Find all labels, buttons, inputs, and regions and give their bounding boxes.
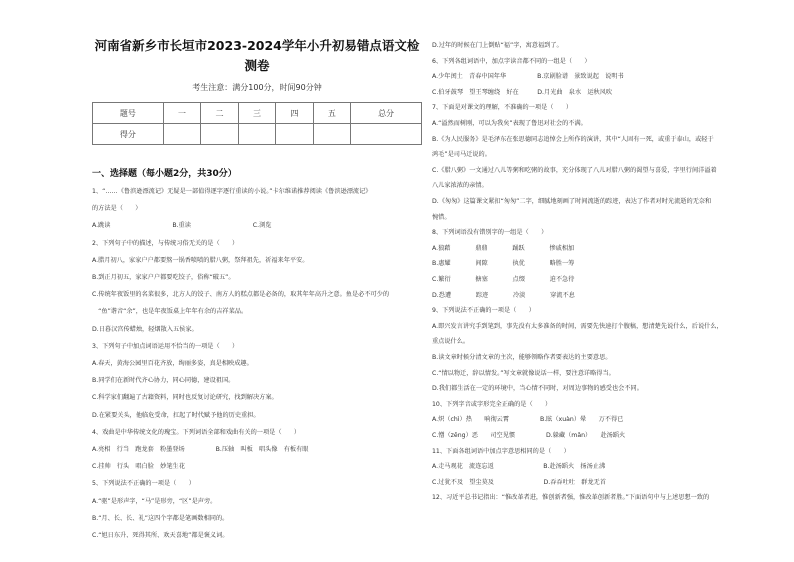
- question-line: D.过年的时候在门上倒贴“福”字，寓意福到了。: [432, 42, 563, 49]
- question-line: D.我们都生活在一定的环境中，当心情不同时，对周边事物的感受也会不同。: [432, 385, 643, 393]
- question-line: D.《匆匆》这篇课文紧扣“匆匆”二字，细腻地刻画了时间流逝的踪迹，表达了作者对时光流逝的无奈和: [432, 198, 712, 205]
- question-line: 7、下面是对课文的理解，不准确的一项是（ ）: [432, 104, 573, 112]
- question-line: A.“溢然而树刚，可以为我矣”表现了鲁迅对社会的不满。: [432, 120, 587, 127]
- score-table-header: 题号: [93, 103, 164, 124]
- question-line: A.少年闰土 青春中国年华 B.京剧脸谱 景致说起 说明书: [432, 73, 624, 81]
- question-line: “鱼”谐音“余”，也是年夜饭桌上年年有余的吉祥菜品。: [92, 308, 248, 316]
- score-table-header: 总分: [351, 103, 422, 124]
- question-line: 2、下列句子中的描述，与传统习俗无关的是（ ）: [92, 239, 239, 247]
- question-line: A.狼藉 鼎鼎 踊跃 惨戚相加: [432, 244, 575, 252]
- question-line: A.炽（chì）热 响彻云霄 B.眩（xuàn）晕 万不得已: [432, 416, 624, 424]
- question-line: C.“情以物迁，辞以情发。”写文章就像说话一样，要注意详略得当。: [432, 369, 615, 377]
- score-table-header: 二: [201, 103, 238, 124]
- question-line: B.惠耀 间隙 执优 略胜一筹: [432, 260, 575, 268]
- section-title: 一、选择题（每小题2分，共30分）: [92, 169, 237, 179]
- question-line: C.“旭日东升、死得其所、欢天喜地”都是褒义词。: [92, 532, 229, 539]
- question-line: C.《腊八粥》一文通过八儿等粥和吃粥的故事，充分体现了八儿对腊八粥的渴望与喜爱，字里行间洋溢着: [432, 166, 717, 174]
- exam-notice: 考生注意：满分100分，时间90分钟: [192, 83, 322, 92]
- score-row-label: 得分: [93, 124, 164, 145]
- score-table: [92, 102, 422, 145]
- question-line: B.《为人民服务》是毛泽东在张思德同志追悼会上所作的演讲，其中“人固有一死，或重于泰山，或轻于: [432, 135, 714, 143]
- score-cell: [313, 124, 350, 145]
- question-line: B.“月、长、长、礼”这四个字都是笔画数相同的。: [92, 514, 229, 522]
- question-line: A.跳读 B.重读 C.浏览: [92, 222, 272, 230]
- question-line: A.腊月初八，家家户户都要熬一锅香喷喷的腊八粥，祭拜祖先，祈福来年平安。: [92, 256, 309, 264]
- score-cell: [201, 124, 238, 145]
- question-line: 八儿家浓浓的亲情。: [432, 182, 488, 190]
- question-line: B.同学们在新时代齐心协力，同心同德，建设祖国。: [92, 377, 235, 385]
- question-line: C.伯牙鼓琴 望王琴缠绕 好在 D.月光曲 泉水 运秋风吹: [432, 88, 613, 96]
- question-line: C.过犹不及 望尘莫及 D.吞吞吐吐 群龙无首: [432, 478, 606, 486]
- question-line: 10、下列字音或字形完全正确的是（ ）: [432, 400, 552, 408]
- question-line: 8、下列词语没有错别字的一组是（ ）: [432, 229, 548, 237]
- question-line: B.到正月初五，家家户户都要吃饺子，俗称“破五”。: [92, 274, 235, 281]
- question-line: 5、下列说法不正确的一项是（ ）: [92, 480, 195, 488]
- question-line: A.即兴发言讲究手到笔到，事先没有太多准备的时间，需要先快速打个腹稿，想清楚先说什么，后说什么，: [432, 322, 723, 330]
- question-line: A.走马观花 流连忘返 B.赴汤蹈火 扬汤止沸: [432, 463, 606, 471]
- question-line: C.憎（zēng）恶 司空见惯 D.躲藏（mǎn） 赴汤蹈火: [432, 432, 626, 439]
- score-cell: [238, 124, 275, 145]
- score-cell: [276, 124, 313, 145]
- question-line: 3、下列句子中加点词语运用不恰当的一项是（ ）: [92, 342, 239, 350]
- question-line: D.恐遭 踪迹 冷淡 穿流不息: [432, 291, 575, 299]
- question-line: 6、下列各组词语中，加点字读音都不同的一组是（ ）: [432, 57, 591, 65]
- question-line: A.“驱”是形声字，“马”是形旁，“区”是声旁。: [92, 497, 217, 505]
- question-line: 4、戏曲是中华传统文化的瑰宝。下列词语全部和戏曲有关的一项是（ ）: [92, 428, 301, 436]
- question-line: C.繁衍 搪塞 点缀 迫不急待: [432, 276, 575, 283]
- question-line: 惋惜。: [432, 213, 451, 221]
- question-line: 重点说什么。: [432, 338, 470, 346]
- question-line: 的方法是（ ）: [92, 205, 142, 213]
- score-table-header-row: [93, 103, 422, 124]
- question-line: B.读文章时候分清文章的主次，能够领略作者要表达的主要意思。: [432, 354, 612, 361]
- score-cell: [351, 124, 422, 145]
- question-line: 11、下面各组词语中加点字意思相同的是（ ）: [432, 447, 570, 455]
- question-line: D.日暮汉宫传蜡烛，轻烟散入五侯家。: [92, 325, 198, 333]
- question-line: 12、习近平总书记指出：“惟改革者进，惟创新者强，惟改革创新者胜。”下面语句中与上述思想一致的: [432, 494, 710, 502]
- score-table-header: 三: [238, 103, 275, 124]
- question-line: C.科学家们翻遍了古籍资料，同时也反复讨论研究，找到解决方案。: [92, 394, 278, 402]
- question-line: 1、“……《鲁滨逊漂流记》无疑是一部值得逐字逐行重读的小说。”卡尔维诺推荐阅读《鲁滨逊漂流记》: [92, 188, 372, 195]
- question-line: A.春天，黄海公园里百花齐放，绚丽多姿，真是相映成趣。: [92, 360, 253, 367]
- question-line: C.挂帅 行头 唱白脸 妙笔生花: [92, 463, 185, 471]
- question-line: D.在紧要关头，他临危受命，扛起了时代赋予他的历史重担。: [92, 411, 260, 419]
- question-line: C.传统年夜饭里的名菜很多，北方人的饺子、南方人的糕点都是必备的，取其年年高升之意。鱼是必不可少的: [92, 291, 390, 299]
- question-line: 9、下列说法不正确的一项是（ ）: [432, 307, 535, 315]
- exam-title: 河南省新乡市长垣市2023-2024学年小升初易错点语文检测卷: [94, 38, 420, 73]
- score-table-header: 一: [163, 103, 200, 124]
- question-line: 鸿毛”是司马迁说的。: [432, 151, 491, 159]
- question-line: A.亮相 行当 跑龙套 粉墨登场 B.压轴 叫板 唱头像 有板有眼: [92, 446, 309, 453]
- score-cell: [163, 124, 200, 145]
- score-table-score-row: [93, 124, 422, 145]
- score-table-header: 四: [276, 103, 313, 124]
- score-table-header: 五: [313, 103, 350, 124]
